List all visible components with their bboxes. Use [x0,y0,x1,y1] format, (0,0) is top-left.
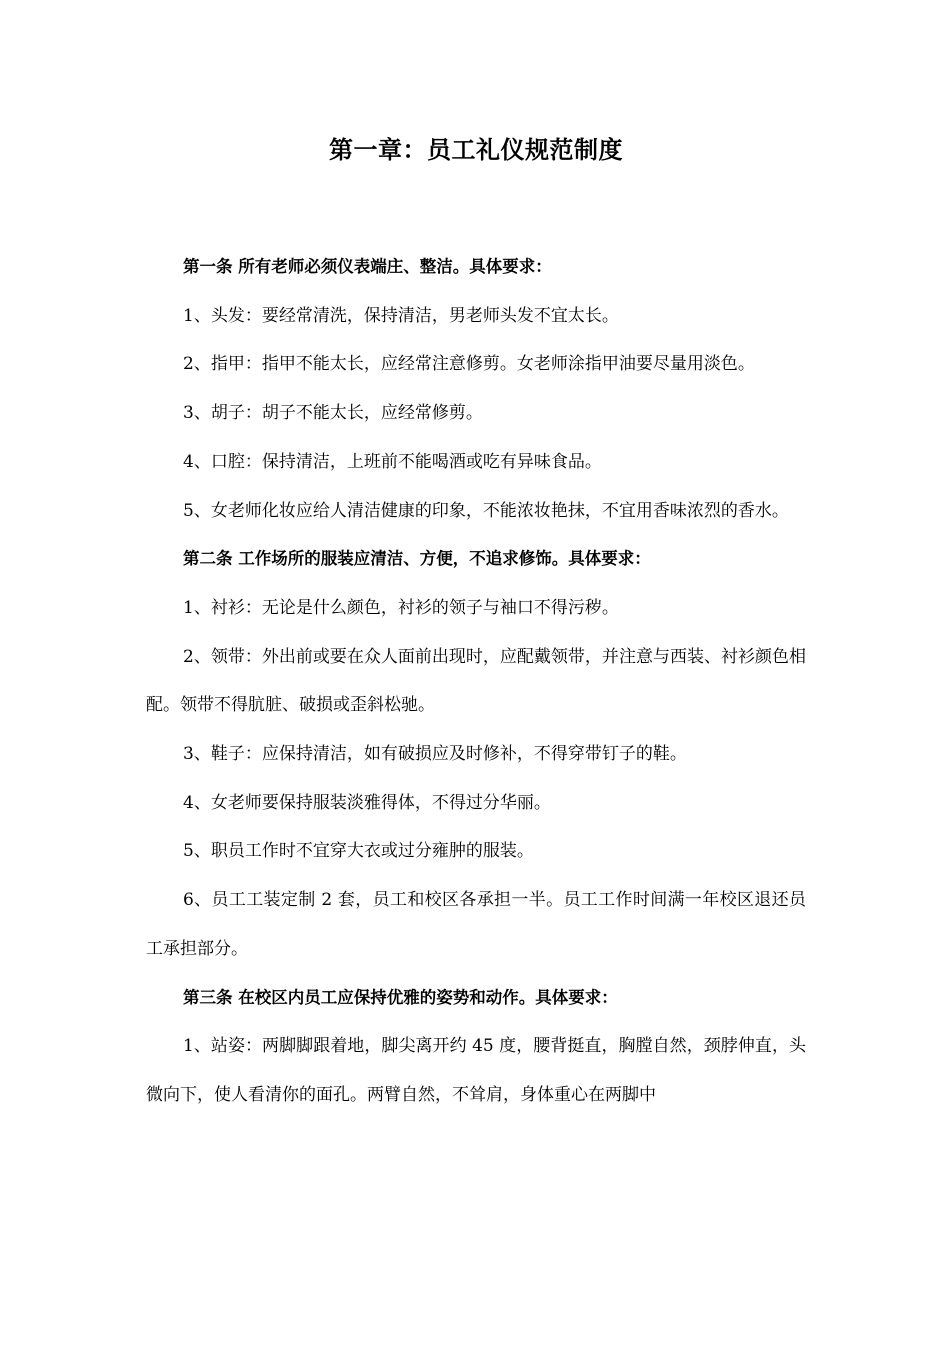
article-heading: 第三条 在校区内员工应保持优雅的姿势和动作。具体要求： [183,987,618,1007]
list-item: 5、女老师化妆应给人清洁健康的印象，不能浓妆艳抹，不宜用香味浓烈的香水。 [183,500,789,521]
list-item: 1、站姿：两脚脚跟着地，脚尖离开约 45 度，腰背挺直，胸膛自然，颈脖伸直，头微向下，使人看清你的面孔。两臂自然，不耸肩，身体重心在两脚中 [146,1036,806,1105]
list-item: 3、胡子：胡子不能太长，应经常修剪。 [183,403,483,424]
list-item: 2、指甲：指甲不能太长，应经常注意修剪。女老师涂指甲油要尽量用淡色。 [183,354,755,375]
list-item: 4、口腔：保持清洁，上班前不能喝酒或吃有异味食品。 [183,451,602,472]
list-item: 6、员工工装定制 2 套，员工和校区各承担一半。员工工作时间满一年校区退还员工承担部分。 [146,890,806,959]
list-item: 1、头发：要经常清洗，保持清洁，男老师头发不宜太长。 [183,305,619,326]
article-heading: 第一条 所有老师必须仪表端庄、整洁。具体要求： [183,257,552,276]
list-item: 5、职员工作时不宜穿大衣或过分雍肿的服装。 [183,841,534,862]
document-title: 第一章：员工礼仪规范制度 [329,136,623,164]
list-item: 4、女老师要保持服装淡雅得体，不得过分华丽。 [183,792,551,813]
list-item: 1、衬衫：无论是什么颜色，衬衫的领子与袖口不得污秽。 [183,597,619,618]
document-body [146,243,806,1120]
article-heading: 第二条 工作场所的服装应清洁、方便，不追求修饰。具体要求： [183,549,651,569]
list-item: 2、领带：外出前或要在众人面前出现时，应配戴领带，并注意与西装、衬衫颜色相配。领带不得肮脏、破损或歪斜松驰。 [146,646,806,716]
list-item: 3、鞋子：应保持清洁，如有破损应及时修补，不得穿带钉子的鞋。 [183,744,687,765]
